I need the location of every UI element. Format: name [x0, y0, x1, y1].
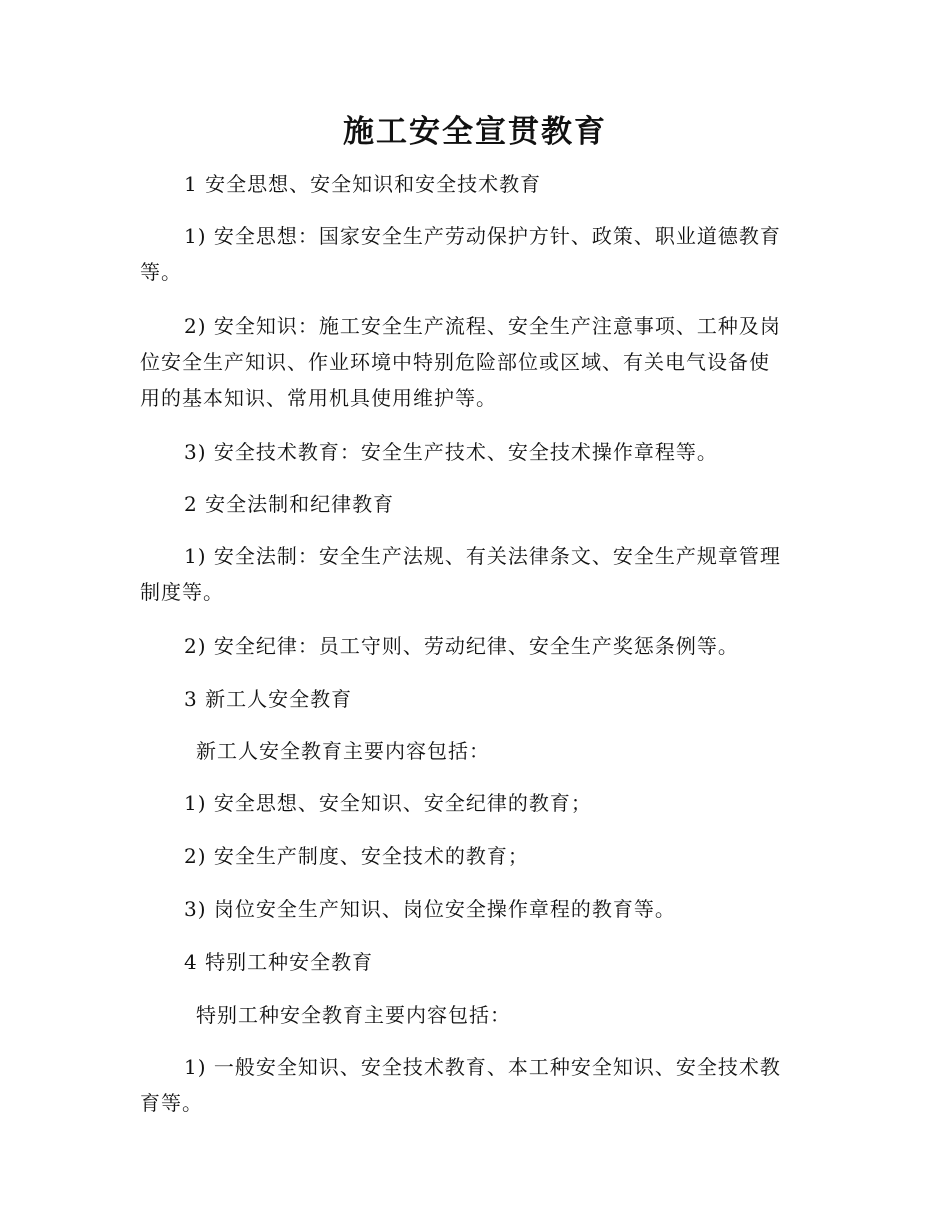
paragraph-section-3-heading [140, 681, 800, 717]
paragraph-safety-technology [140, 434, 800, 470]
paragraph-line: 2 安全法制和纪律教育 [184, 492, 395, 516]
paragraph-new-worker-item-2 [140, 838, 800, 874]
paragraph-section-4-heading [140, 944, 800, 980]
paragraph-line: 育等。 [140, 1091, 203, 1115]
paragraph-new-worker-intro [140, 733, 800, 769]
paragraph-safety-legal [140, 538, 800, 610]
paragraph-line: 2) 安全生产制度、安全技术的教育； [184, 844, 529, 868]
paragraph-line: 3) 安全技术教育：安全生产技术、安全技术操作章程等。 [184, 440, 718, 464]
paragraph-line: 新工人安全教育主要内容包括： [196, 739, 490, 763]
paragraph-line: 1) 一般安全知识、安全技术教育、本工种安全知识、安全技术教 [184, 1055, 781, 1079]
paragraph-special-trade-item-1 [140, 1049, 800, 1121]
paragraph-line: 等。 [140, 260, 182, 284]
paragraph-line: 1) 安全思想：国家安全生产劳动保护方针、政策、职业道德教育 [184, 224, 781, 248]
paragraph-line: 用的基本知识、常用机具使用维护等。 [140, 386, 497, 410]
paragraph-line: 2) 安全纪律：员工守则、劳动纪律、安全生产奖惩条例等。 [184, 634, 739, 658]
paragraph-line: 3 新工人安全教育 [184, 687, 353, 711]
paragraph-safety-discipline [140, 628, 800, 664]
paragraph-line: 3) 岗位安全生产知识、岗位安全操作章程的教育等。 [184, 897, 676, 921]
paragraph-section-2-heading [140, 486, 800, 522]
paragraph-section-1-heading [140, 166, 800, 202]
paragraph-special-trade-intro [140, 997, 800, 1033]
paragraph-safety-thought [140, 218, 800, 290]
paragraph-new-worker-item-1 [140, 785, 800, 821]
paragraph-line: 位安全生产知识、作业环境中特别危险部位或区域、有关电气设备使 [140, 350, 770, 374]
paragraph-line: 制度等。 [140, 580, 224, 604]
paragraph-line: 1) 安全法制：安全生产法规、有关法律条文、安全生产规章管理 [184, 544, 781, 568]
paragraph-line: 1 安全思想、安全知识和安全技术教育 [184, 172, 542, 196]
document-title: 施工安全宣贯教育 [343, 114, 607, 150]
paragraph-line: 2) 安全知识：施工安全生产流程、安全生产注意事项、工种及岗 [184, 314, 781, 338]
paragraph-line: 1) 安全思想、安全知识、安全纪律的教育； [184, 791, 592, 815]
paragraph-safety-knowledge [140, 308, 800, 416]
paragraph-new-worker-item-3 [140, 891, 800, 927]
paragraph-line: 特别工种安全教育主要内容包括： [196, 1003, 511, 1027]
paragraph-line: 4 特别工种安全教育 [184, 950, 374, 974]
